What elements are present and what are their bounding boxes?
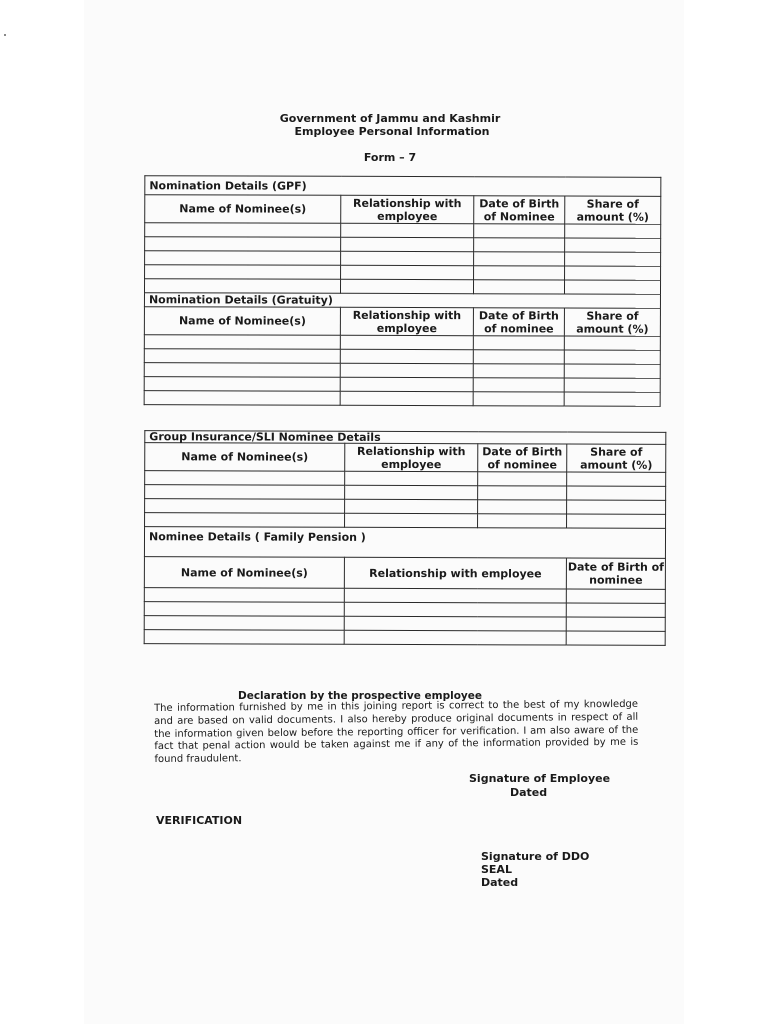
employee-dated-label: Dated — [510, 786, 548, 799]
pension-cell[interactable] — [144, 602, 344, 617]
form-number: Form – 7 — [363, 151, 417, 164]
gratuity-cell[interactable] — [340, 335, 473, 349]
employee-signature-label: Signature of Employee — [469, 772, 611, 785]
insurance-cell[interactable] — [345, 485, 478, 499]
gpf-cell[interactable] — [474, 238, 565, 252]
gpf-cell[interactable] — [473, 280, 564, 294]
gratuity-cell[interactable] — [473, 336, 564, 350]
gpf-cell[interactable] — [564, 280, 660, 294]
gratuity-cell[interactable] — [564, 364, 660, 378]
gratuity-col-dob: Date of Birth of nominee — [473, 308, 564, 336]
ddo-seal-label: SEAL — [481, 863, 512, 876]
gpf-col-share: Share of amount (%) — [565, 196, 661, 224]
gpf-cell[interactable] — [565, 266, 661, 280]
gpf-cell[interactable] — [145, 223, 341, 238]
insurance-col-share: Share of amount (%) — [567, 444, 666, 472]
insurance-cell[interactable] — [567, 472, 666, 486]
insurance-cell[interactable] — [145, 513, 345, 528]
gpf-cell[interactable] — [341, 251, 474, 265]
pension-row — [144, 630, 665, 646]
pension-cell[interactable] — [144, 616, 344, 631]
gpf-cell[interactable] — [474, 266, 565, 280]
gratuity-col-share: Share of amount (%) — [564, 308, 660, 336]
form-subtitle: Employee Personal Information — [294, 125, 490, 138]
insurance-col-name: Name of Nominee(s) — [145, 443, 345, 472]
gpf-col-dob: Date of Birth of Nominee — [474, 196, 565, 224]
insurance-cell[interactable] — [145, 499, 345, 514]
gpf-cell[interactable] — [474, 224, 565, 238]
insurance-cell[interactable] — [478, 486, 567, 500]
insurance-cell[interactable] — [145, 471, 345, 486]
insurance-cell[interactable] — [567, 500, 666, 514]
gratuity-cell[interactable] — [340, 363, 473, 377]
gpf-cell[interactable] — [565, 224, 661, 238]
gpf-cell[interactable] — [565, 238, 661, 252]
insurance-cell[interactable] — [567, 486, 666, 500]
gpf-section-title: Nomination Details (GPF) — [145, 176, 661, 197]
gpf-cell[interactable] — [565, 252, 661, 266]
declaration-title: Declaration by the prospective employee — [238, 690, 482, 702]
ddo-signature-label: Signature of DDO — [481, 850, 590, 863]
gpf-cell[interactable] — [144, 279, 340, 294]
insurance-cell[interactable] — [567, 514, 666, 528]
gpf-cell[interactable] — [341, 223, 474, 237]
insurance-header-row — [145, 443, 666, 473]
pension-cell[interactable] — [566, 589, 665, 603]
gratuity-cell[interactable] — [144, 349, 340, 364]
insurance-cell[interactable] — [345, 513, 478, 527]
verification-heading: VERIFICATION — [156, 814, 243, 827]
gpf-cell[interactable] — [145, 237, 341, 252]
pension-cell[interactable] — [566, 617, 665, 631]
pension-cell[interactable] — [566, 603, 665, 617]
insurance-cell[interactable] — [345, 471, 478, 485]
gratuity-col-name: Name of Nominee(s) — [144, 307, 340, 336]
insurance-section-title: Group Insurance/SLI Nominee Details — [145, 431, 666, 445]
pension-cell[interactable] — [344, 602, 566, 617]
gratuity-cell[interactable] — [564, 350, 660, 364]
gratuity-cell[interactable] — [340, 377, 473, 391]
gratuity-col-relationship: Relationship with employee — [340, 307, 473, 335]
pension-cell[interactable] — [566, 631, 665, 645]
insurance-col-relationship: Relationship with employee — [345, 443, 478, 471]
declaration-text: The information furnished by me in this joining report is correct to the best of my knowledge and are based on valid documents. I also hereby produce original documents in respect of all the information given below before the reporting officer for verification. I am also aware of the fact that penal action would be taken against me if any of the information provided by me is found fraudulent. — [154, 698, 639, 766]
gratuity-cell[interactable] — [144, 335, 340, 350]
insurance-pension-table — [144, 430, 667, 646]
insurance-cell[interactable] — [478, 500, 567, 514]
gratuity-cell[interactable] — [340, 391, 473, 405]
gratuity-cell[interactable] — [340, 349, 473, 363]
gpf-col-relationship: Relationship with employee — [341, 195, 474, 223]
gratuity-cell[interactable] — [473, 364, 564, 378]
insurance-cell[interactable] — [145, 485, 345, 500]
gratuity-cell[interactable] — [144, 363, 340, 378]
gpf-col-name: Name of Nominee(s) — [145, 195, 341, 224]
gpf-cell[interactable] — [341, 237, 474, 251]
insurance-cell[interactable] — [345, 499, 478, 513]
gratuity-section-title: Nomination Details (Gratuity) — [144, 293, 660, 309]
gpf-cell[interactable] — [145, 265, 341, 280]
gratuity-cell[interactable] — [564, 392, 660, 406]
gpf-header-row — [145, 195, 661, 225]
pension-cell[interactable] — [144, 588, 344, 603]
gratuity-cell[interactable] — [473, 350, 564, 364]
gpf-cell[interactable] — [474, 252, 565, 266]
pension-section-title: Nominee Details ( Family Pension ) — [144, 527, 665, 559]
insurance-cell[interactable] — [478, 514, 567, 528]
pension-cell[interactable] — [144, 630, 344, 645]
pension-header-row — [144, 557, 665, 590]
insurance-col-dob: Date of Birth of nominee — [478, 444, 567, 472]
gpf-gratuity-table — [144, 175, 662, 407]
gratuity-row — [144, 391, 660, 407]
pension-cell[interactable] — [344, 588, 566, 603]
gpf-cell[interactable] — [145, 251, 341, 266]
pension-col-relationship: Relationship with employee — [344, 557, 566, 589]
govt-title: Government of Jammu and Kashmir — [279, 112, 501, 125]
gratuity-cell[interactable] — [564, 336, 660, 350]
insurance-cell[interactable] — [478, 472, 567, 486]
gpf-cell[interactable] — [341, 265, 474, 279]
gratuity-cell[interactable] — [144, 391, 340, 406]
ddo-dated-label: Dated — [481, 876, 519, 889]
gpf-cell[interactable] — [340, 279, 473, 293]
gratuity-cell[interactable] — [473, 392, 564, 406]
gratuity-header-row — [144, 307, 660, 337]
scan-speck — [4, 34, 6, 36]
pension-col-dob: Date of Birth of nominee — [566, 558, 665, 589]
gratuity-cell[interactable] — [144, 377, 340, 392]
gratuity-cell[interactable] — [473, 378, 564, 392]
pension-col-name: Name of Nominee(s) — [144, 557, 344, 589]
pension-cell[interactable] — [344, 630, 566, 645]
gratuity-cell[interactable] — [564, 378, 660, 392]
pension-cell[interactable] — [344, 616, 566, 631]
